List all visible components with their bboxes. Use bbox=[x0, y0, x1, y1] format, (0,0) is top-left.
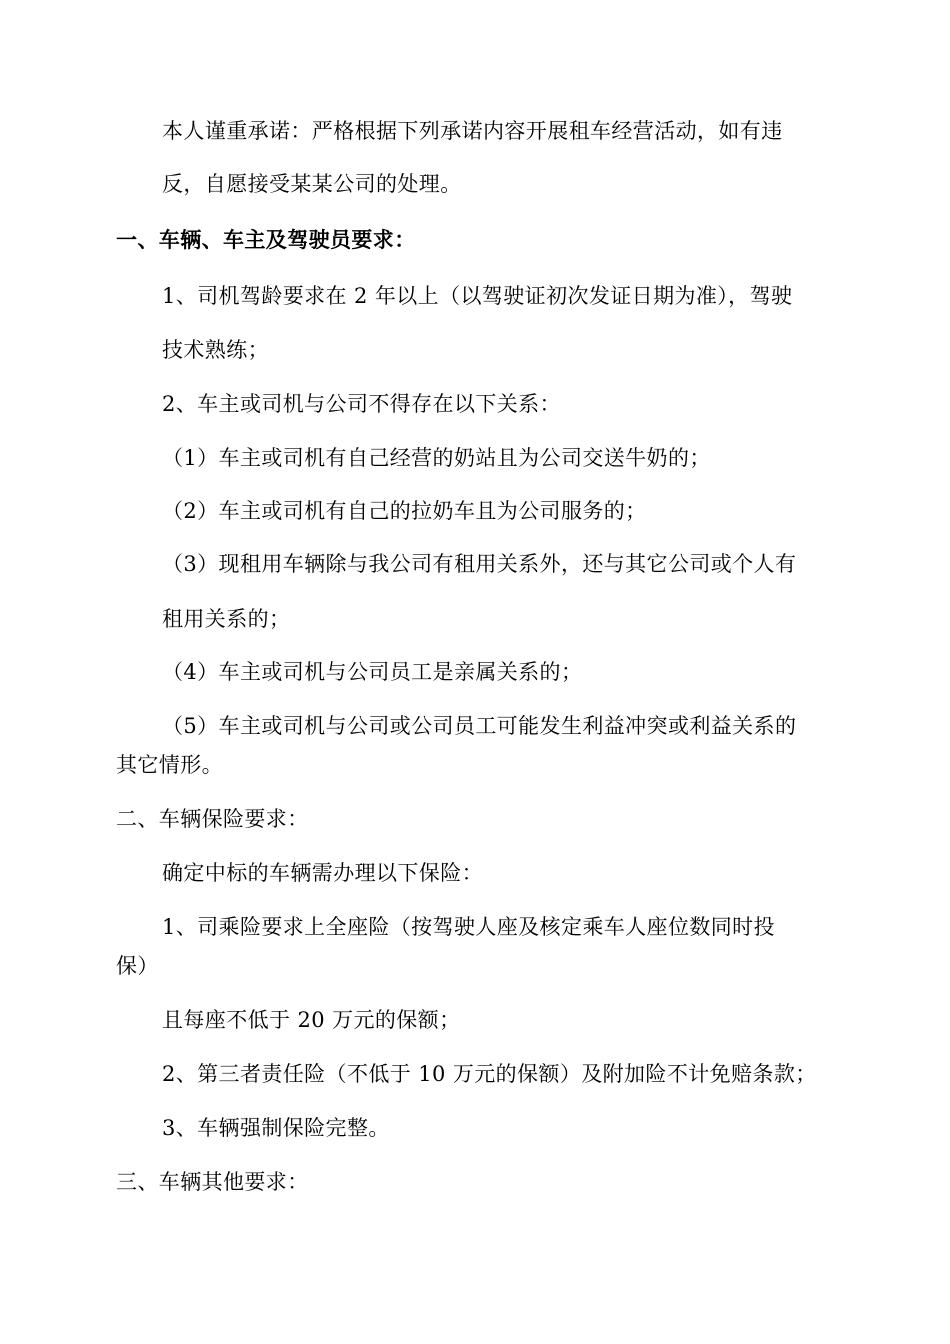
intro-line-1: 本人谨重承诺：严格根据下列承诺内容开展租车经营活动，如有违 bbox=[162, 119, 783, 143]
insurance-intro: 确定中标的车辆需办理以下保险： bbox=[162, 861, 483, 885]
relation-item-2: （2）车主或司机有自己的拉奶车且为公司服务的； bbox=[162, 499, 647, 523]
requirement-1-line-1: 1、司机驾龄要求在 2 年以上（以驾驶证初次发证日期为准），驾驶 bbox=[162, 284, 793, 308]
relation-item-1: （1）车主或司机有自己经营的奶站且为公司交送牛奶的； bbox=[162, 446, 711, 470]
insurance-item-1-line-2: 保） bbox=[116, 954, 159, 978]
insurance-item-3: 3、车辆强制保险完整。 bbox=[162, 1116, 390, 1140]
requirement-1-line-2: 技术熟练； bbox=[162, 338, 269, 362]
insurance-item-2: 2、第三者责任险（不低于 10 万元的保额）及附加险不计免赔条款； bbox=[162, 1062, 817, 1086]
relation-item-5-line-2: 其它情形。 bbox=[116, 753, 223, 777]
section-heading-3: 三、车辆其他要求： bbox=[116, 1170, 309, 1194]
relation-item-4: （4）车主或司机与公司员工是亲属关系的； bbox=[162, 660, 583, 684]
relation-item-3-line-2: 租用关系的； bbox=[162, 607, 291, 631]
section-heading-1: 一、车辆、车主及驾驶员要求： bbox=[116, 227, 416, 252]
requirement-2: 2、车主或司机与公司不得存在以下关系： bbox=[162, 392, 561, 416]
insurance-item-1-line-3: 且每座不低于 20 万元的保额； bbox=[162, 1008, 461, 1032]
intro-line-2: 反，自愿接受某某公司的处理。 bbox=[162, 172, 462, 196]
relation-item-3-line-1: （3）现租用车辆除与我公司有租用关系外，还与其它公司或个人有 bbox=[162, 552, 797, 576]
insurance-item-1-line-1: 1、司乘险要求上全座险（按驾驶人座及核定乘车人座位数同时投 bbox=[162, 915, 775, 939]
relation-item-5-line-1: （5）车主或司机与公司或公司员工可能发生利益冲突或利益关系的 bbox=[162, 714, 797, 738]
section-heading-2: 二、车辆保险要求： bbox=[116, 807, 309, 831]
